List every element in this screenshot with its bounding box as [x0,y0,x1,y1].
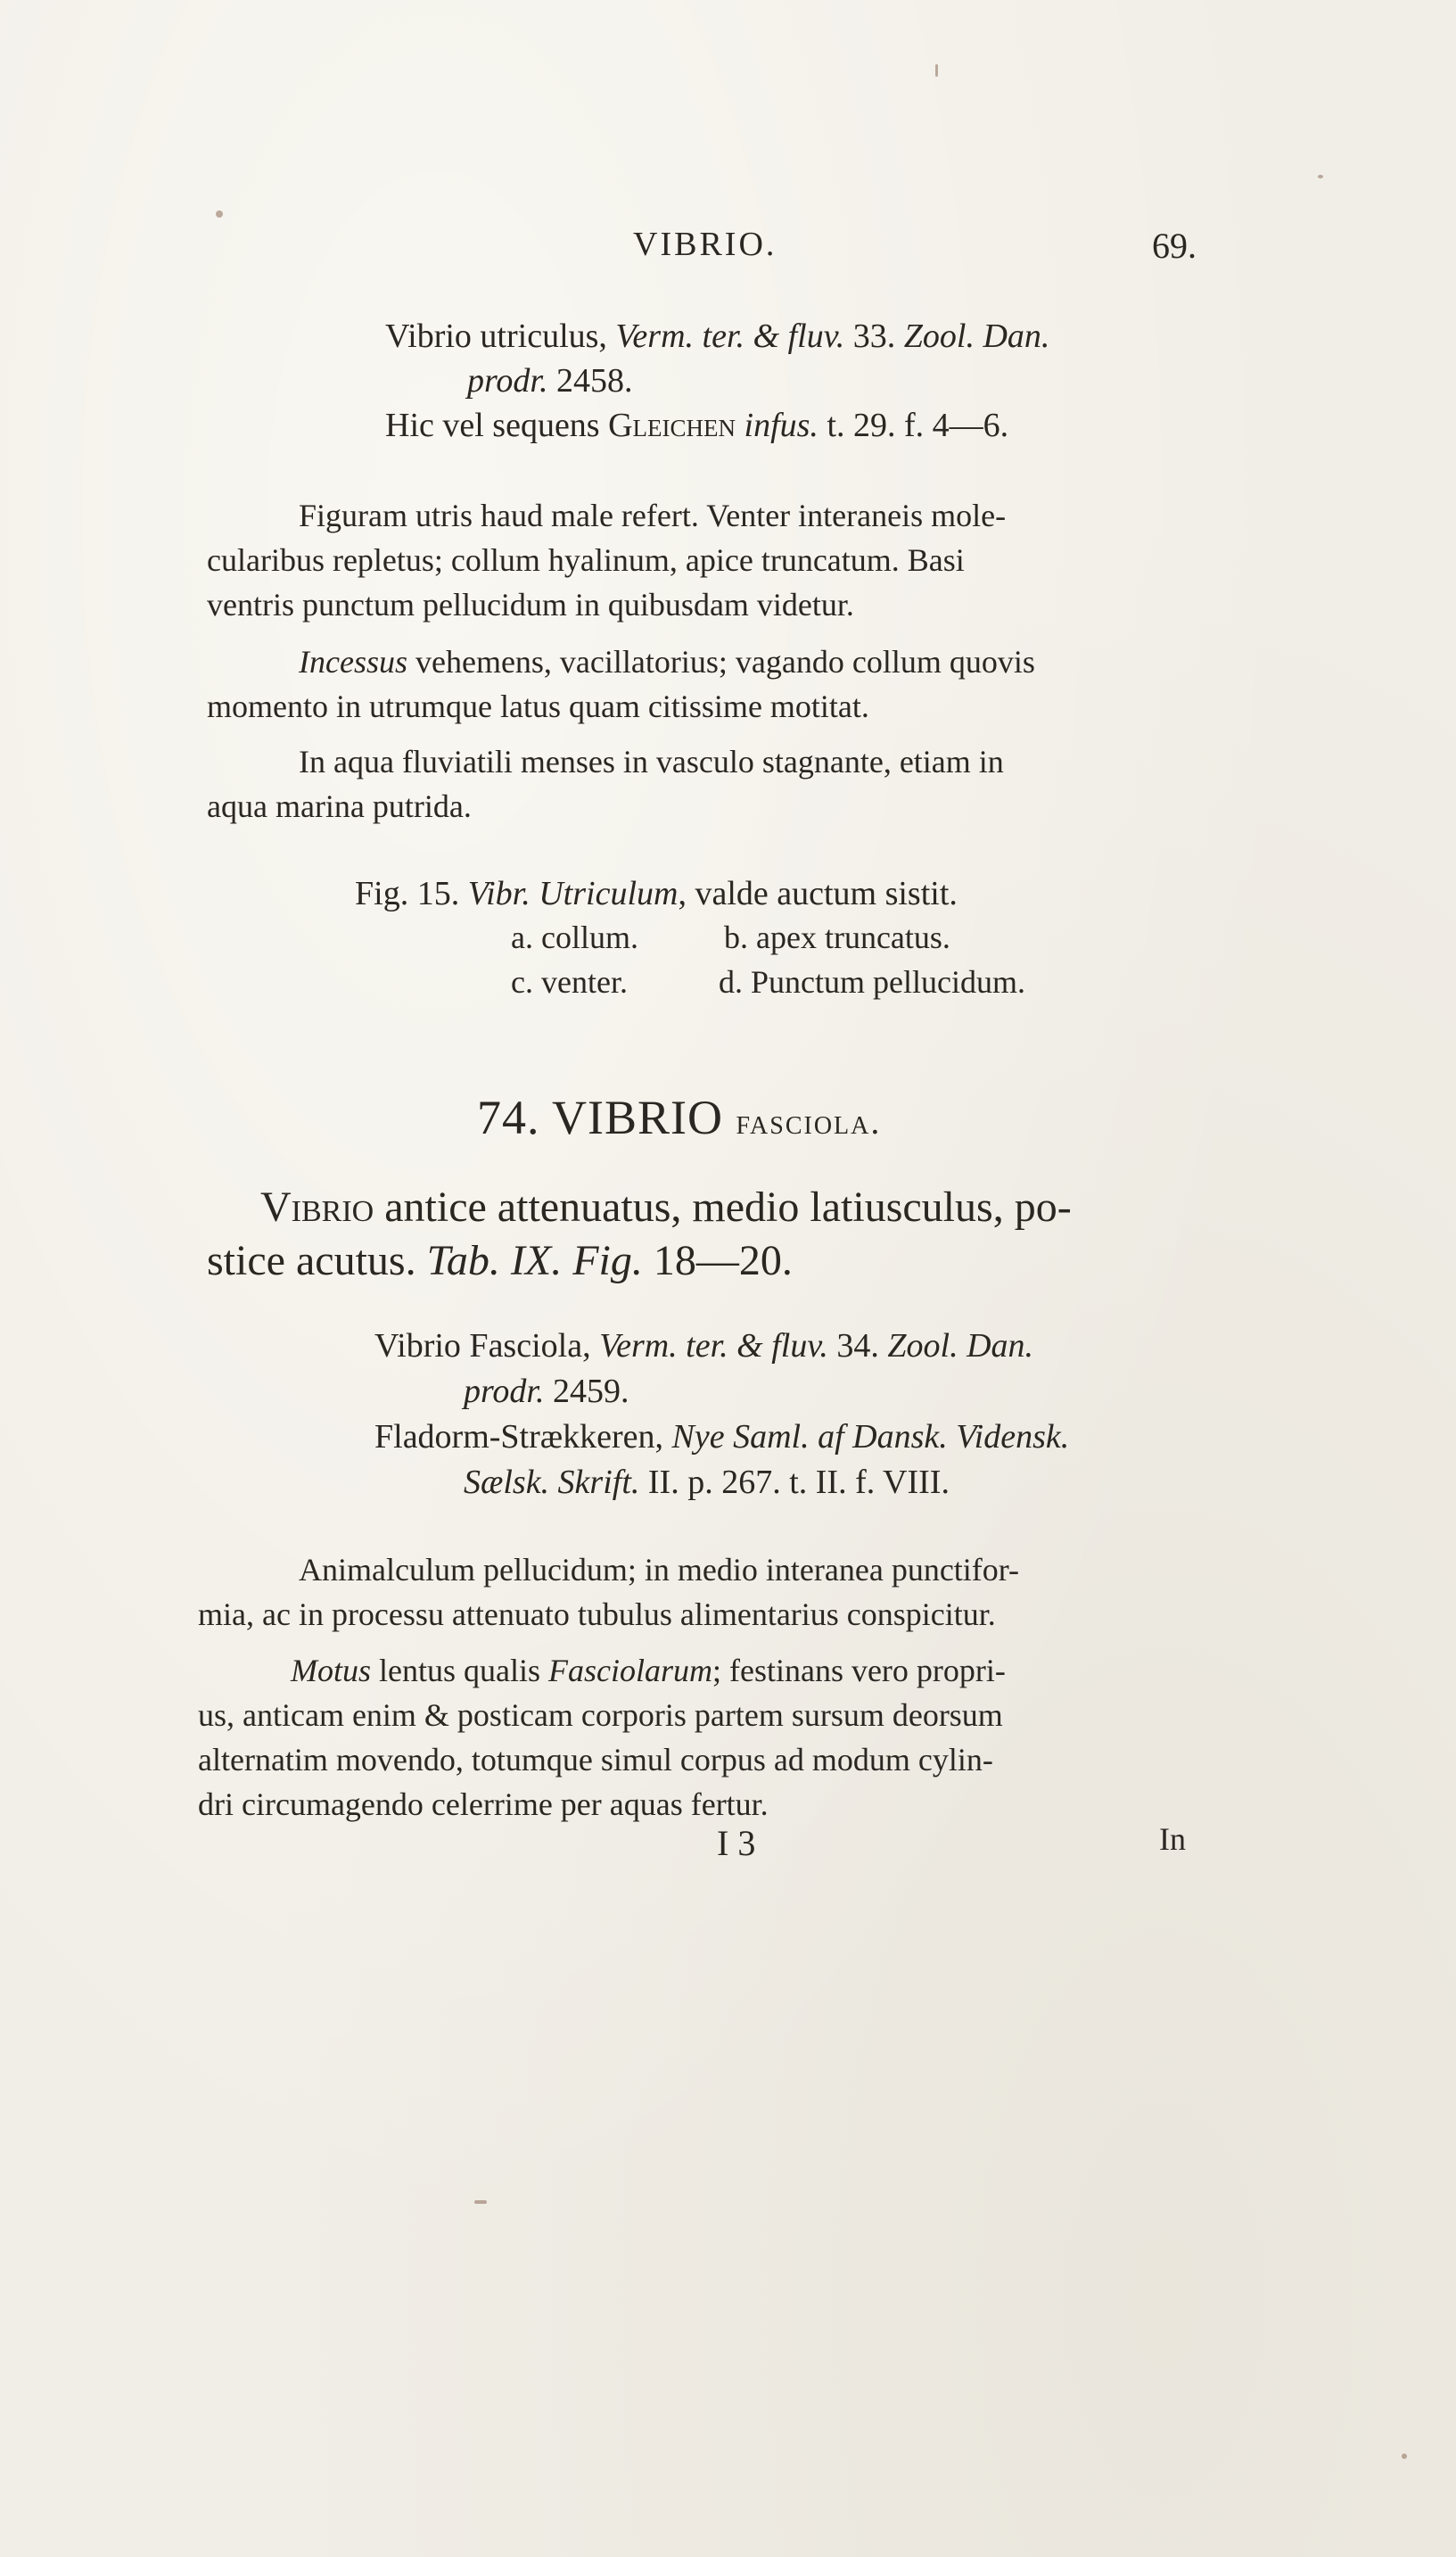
paragraph-line: In aqua fluviatili menses in vasculo stagnante, etiam in [299,744,1004,779]
paragraph-line: alternatim movendo, totumque simul corpus ad modum cylin- [198,1742,993,1778]
synonym-number: 2458. [547,362,633,400]
synonym-line [464,1465,950,1499]
ink-speck [1318,175,1323,178]
synonym-line [374,1329,1033,1363]
synonym-reference: infus. [744,407,818,444]
figure-legend-a: a. collum. [511,920,638,955]
paragraph-line [291,1654,1006,1687]
synonym-reference: Zool. Dan. [903,318,1050,355]
diagnosis-text: stice acutus. [207,1237,427,1284]
figure-number: Fig. 15. [355,875,468,912]
paragraph-line: momento in utrumque latus quam citissime motitat. [207,689,869,724]
synonym-reference: Sælsk. Skrift. [464,1464,640,1501]
figure-subject: Vibr. Utriculum [467,875,679,912]
synonym-text: Vibrio utriculus, [385,318,616,355]
ink-speck [935,64,938,77]
paragraph-text: ; festinans vero propri- [712,1653,1006,1688]
synonym-number: 2459. [544,1373,629,1410]
italic-term: Fasciolarum [547,1653,712,1688]
paragraph-line: Figuram utris haud male refert. Venter interaneis mole- [299,498,1007,533]
synonym-line [464,1374,629,1408]
species-heading [477,1090,881,1145]
paragraph-line: cularibus repletus; collum hyalinum, apice truncatum. Basi [207,542,965,578]
synonym-text: Hic vel sequens [385,407,609,444]
figure-description: , valde auctum sistit. [678,875,958,912]
paragraph-line: ventris punctum pellucidum in quibusdam videtur. [207,587,854,623]
synonym-reference: Zool. Dan. [887,1327,1034,1365]
paragraph-line: aqua marina putrida. [207,788,472,824]
diagnosis-text: antice attenuatus, medio latiusculus, po- [374,1184,1072,1231]
diagnosis-plate-ref: Tab. IX. Fig. [426,1237,643,1284]
synonym-number: II. p. 267. t. II. f. VIII. [639,1464,950,1501]
synonym-line [467,364,632,398]
synonym-line [385,319,1049,353]
page-number: 69. [1152,226,1197,266]
ink-speck [216,210,223,218]
figure-legend-c: c. venter. [511,964,628,1000]
synonym-line [374,1420,1069,1454]
italic-term: Incessus [299,644,407,680]
synonym-number: 33. [844,318,904,355]
synonym-line [385,408,1008,442]
signature-mark: I 3 [717,1823,756,1863]
synonym-text: Vibrio Fasciola, [374,1327,600,1365]
synonym-reference: Verm. ter. & fluv. [615,318,845,355]
paragraph-line: dri circumagendo celerrime per aquas fertur. [198,1786,769,1822]
diagnosis-line [207,1237,793,1284]
diagnosis-line [260,1186,1072,1229]
paragraph-text: lentus qualis [371,1653,548,1688]
synonym-reference: prodr. [467,362,548,400]
synonym-text: Fladorm-Strækkeren, [374,1418,672,1456]
paragraph-line: mia, ac in processu attenuato tubulus alimentarius conspicitur. [198,1596,996,1632]
synonym-author: Gleichen [608,407,736,444]
synonym-reference: Verm. ter. & fluv. [599,1327,828,1365]
ink-speck [474,2200,487,2204]
figure-caption [355,877,958,911]
synonym-number: t. 29. f. 4—6. [818,407,1009,444]
italic-term: Motus [291,1653,371,1688]
running-head-title: VIBRIO. [633,226,777,263]
figure-legend-b: b. apex truncatus. [724,920,950,955]
figure-legend-d: d. Punctum pellucidum. [719,964,1025,1000]
species-number: 74. [477,1091,540,1144]
paragraph-line: Animalculum pellucidum; in medio interanea punctifor- [299,1552,1020,1588]
paragraph-line: us, anticam enim & posticam corporis partem sursum deorsum [198,1697,1003,1733]
species-epithet: fasciola. [736,1101,882,1142]
diagnosis-genus: Vibrio [260,1184,374,1231]
paragraph-text: vehemens, vacillatorius; vagando collum quovis [407,644,1035,680]
paragraph-line [299,646,1035,678]
diagnosis-figures: 18—20. [642,1237,793,1284]
species-genus: VIBRIO [552,1091,724,1144]
synonym-number: 34. [827,1327,888,1365]
synonym-reference: prodr. [464,1373,545,1410]
ink-speck [1402,2454,1407,2459]
synonym-reference: Nye Saml. af Dansk. Vidensk. [671,1418,1070,1456]
catchword: In [1159,1821,1186,1857]
